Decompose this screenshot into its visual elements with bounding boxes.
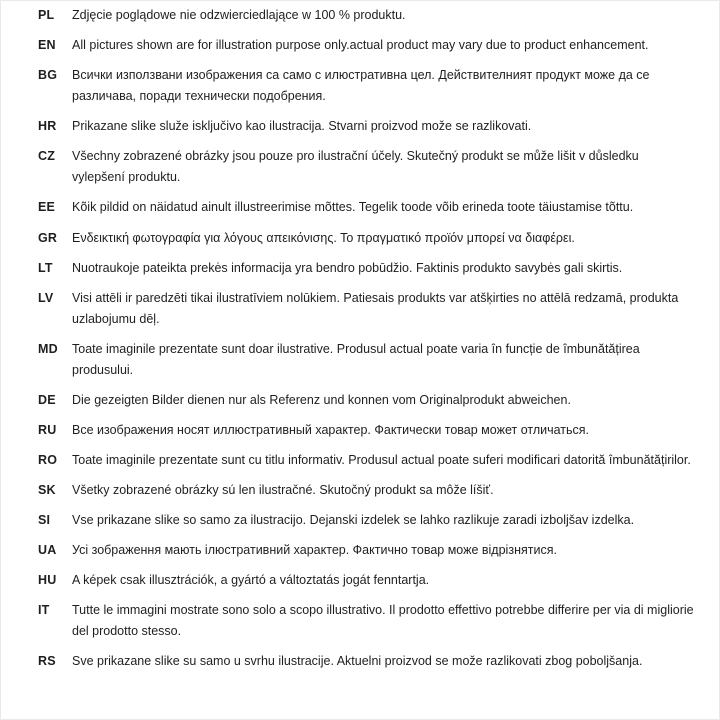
language-code-pl: PL [38,8,55,22]
language-code-en: EN [38,38,56,52]
language-code-cz: CZ [38,149,56,163]
disclaimer-row-ro [38,450,696,471]
disclaimer-row-cz [38,146,696,188]
disclaimer-row-de [38,390,696,411]
language-code-de: DE [38,393,56,407]
disclaimer-row-ru [38,420,696,441]
language-code-ua: UA [38,543,57,557]
disclaimer-text-de: Die gezeigten Bilder dienen nur als Referenz und konnen vom Originalprodukt abweichen. [72,393,571,407]
disclaimer-row-hu [38,570,696,591]
disclaimer-row-lt [38,258,696,279]
disclaimer-row-it [38,600,696,642]
language-code-hr: HR [38,119,57,133]
disclaimer-row-rs [38,651,696,672]
disclaimer-text-pl: Zdjęcie poglądowe nie odzwierciedlające w 100 % produktu. [72,8,406,22]
language-code-ee: EE [38,200,56,214]
disclaimer-text-lt: Nuotraukoje pateikta prekės informacija yra bendro pobūdžio. Faktinis produkto savybės gali skirtis. [72,261,623,275]
language-code-gr: GR [38,231,58,245]
language-code-ro: RO [38,453,58,467]
disclaimer-row-en [38,35,696,56]
language-code-it: IT [38,603,50,617]
language-code-si: SI [38,513,51,527]
disclaimer-text-sk: Všetky zobrazené obrázky sú len ilustračné. Skutočný produkt sa môže líšiť. [72,483,494,497]
disclaimer-text-cz: Všechny zobrazené obrázky jsou pouze pro ilustrační účely. Skutečný produkt se může lišit v důsledku vylepšení produktu. [72,149,639,184]
language-code-bg: BG [38,68,58,82]
disclaimer-row-gr [38,228,696,249]
language-code-lt: LT [38,261,53,275]
disclaimer-text-ua: Усі зображення мають ілюстративний характер. Фактично товар може відрізнятися. [72,543,557,557]
disclaimer-text-bg: Всички използвани изображения са само с илюстративна цел. Действителният продукт може да се различава, поради технически подобрения. [72,68,650,103]
disclaimer-text-hr: Prikazane slike služe isključivo kao ilustracija. Stvarni proizvod može se razlikovati. [72,119,532,133]
disclaimer-row-ua [38,540,696,561]
disclaimer-text-lv: Visi attēli ir paredzēti tikai ilustratīviem nolūkiem. Patiesais produkts var atšķirties no attēlā redzamā, produkta uzlabojumu dēļ. [72,291,679,326]
disclaimer-text-ru: Все изображения носят иллюстративный характер. Фактически товар может отличаться. [72,423,590,437]
disclaimer-text-gr: Ενδεικτική φωτογραφία για λόγους απεικόνισης. Το πραγματικό προϊόν μπορεί να διαφέρει. [72,231,575,245]
language-code-md: MD [38,342,58,356]
disclaimer-text-ee: Kõik pildid on näidatud ainult illustreerimise mõttes. Tegelik toode võib erineda toote täiustamise tõttu. [72,200,634,214]
language-code-rs: RS [38,654,56,668]
disclaimer-text-it: Tutte le immagini mostrate sono solo a scopo illustrativo. Il prodotto effettivo potrebbe differire per via di migliorie del prodotto stesso. [72,603,694,638]
language-code-sk: SK [38,483,56,497]
language-code-lv: LV [38,291,54,305]
language-code-ru: RU [38,423,57,437]
disclaimer-text-hu: A képek csak illusztrációk, a gyártó a változtatás jogát fenntartja. [72,573,430,587]
disclaimer-row-sk [38,480,696,501]
disclaimer-text-ro: Toate imaginile prezentate sunt cu titlu informativ. Produsul actual poate suferi modificari datorită îmbunătățirilor. [72,453,691,467]
disclaimer-text-si: Vse prikazane slike so samo za ilustracijo. Dejanski izdelek se lahko razlikuje zaradi izboljšav izdelka. [72,513,635,527]
disclaimer-row-ee [38,197,696,218]
disclaimer-text-md: Toate imaginile prezentate sunt doar ilustrative. Produsul actual poate varia în funcție de îmbunătățirea produsului. [72,342,640,377]
disclaimer-text-rs: Sve prikazane slike su samo u svrhu ilustracije. Aktuelni proizvod se može razlikovati zbog poboljšanja. [72,654,643,668]
language-code-hu: HU [38,573,57,587]
disclaimer-row-hr [38,116,696,137]
disclaimer-row-pl [38,5,696,26]
disclaimer-row-si [38,510,696,531]
disclaimer-row-md [38,339,696,381]
disclaimer-row-lv [38,288,696,330]
disclaimer-row-bg [38,65,696,107]
disclaimer-text-en: All pictures shown are for illustration purpose only.actual product may vary due to product enhancement. [72,38,649,52]
